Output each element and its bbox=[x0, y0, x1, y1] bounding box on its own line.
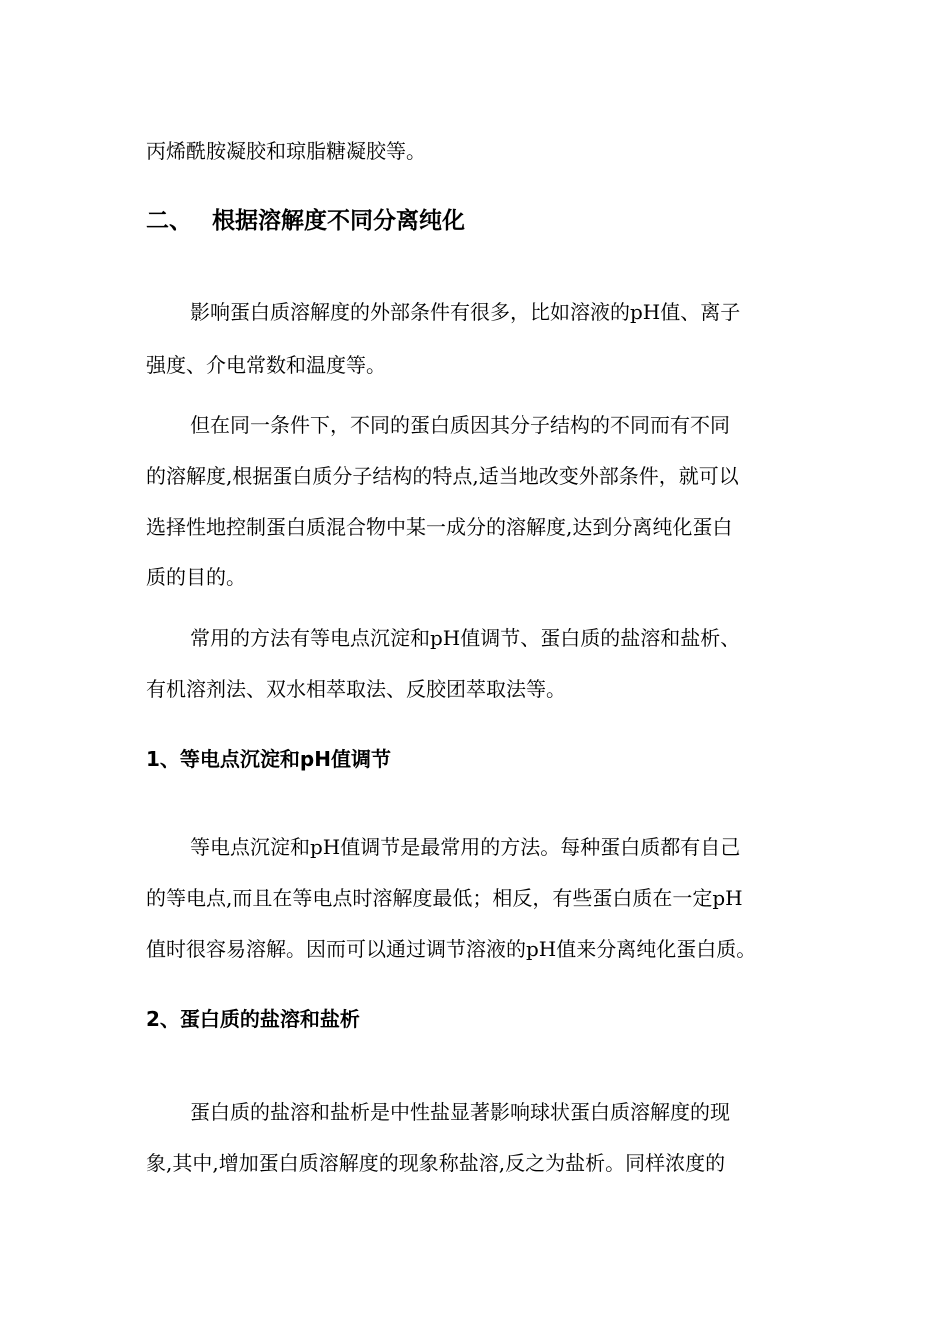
paragraph-line: 的等电点,而且在等电点时溶解度最低；相反，有些蛋白质在一定pH bbox=[146, 886, 743, 910]
paragraph-line: 蛋白质的盐溶和盐析是中性盐显著影响球状蛋白质溶解度的现 bbox=[190, 1100, 730, 1124]
paragraph-line: 值时很容易溶解。因而可以通过调节溶液的pH值来分离纯化蛋白质。 bbox=[146, 937, 757, 961]
paragraph-line: 象,其中,增加蛋白质溶解度的现象称盐溶,反之为盐析。同样浓度的 bbox=[146, 1151, 726, 1175]
subsection-heading-2: 2、蛋白质的盐溶和盐析 bbox=[146, 1007, 360, 1031]
paragraph-line: 选择性地控制蛋白质混合物中某一成分的溶解度,达到分离纯化蛋白 bbox=[146, 515, 733, 539]
section-number: 二、 bbox=[146, 208, 192, 234]
paragraph-line: 等电点沉淀和pH值调节是最常用的方法。每种蛋白质都有自己 bbox=[190, 835, 741, 859]
paragraph-line: 常用的方法有等电点沉淀和pH值调节、蛋白质的盐溶和盐析、 bbox=[190, 626, 741, 650]
paragraph-line: 质的目的。 bbox=[146, 565, 246, 589]
section-title: 根据溶解度不同分离纯化 bbox=[212, 208, 465, 234]
paragraph-line: 有机溶剂法、双水相萃取法、反胶团萃取法等。 bbox=[146, 677, 566, 701]
paragraph-line: 的溶解度,根据蛋白质分子结构的特点,适当地改变外部条件，就可以 bbox=[146, 464, 739, 488]
paragraph-line: 影响蛋白质溶解度的外部条件有很多，比如溶液的pH值、离子 bbox=[190, 300, 741, 324]
intro-line: 丙烯酰胺凝胶和琼脂糖凝胶等。 bbox=[146, 139, 426, 163]
paragraph-line: 强度、介电常数和温度等。 bbox=[146, 353, 386, 377]
paragraph-line: 但在同一条件下，不同的蛋白质因其分子结构的不同而有不同 bbox=[190, 413, 730, 437]
section-heading bbox=[146, 206, 465, 236]
subsection-heading-1: 1、等电点沉淀和pH值调节 bbox=[146, 747, 391, 771]
